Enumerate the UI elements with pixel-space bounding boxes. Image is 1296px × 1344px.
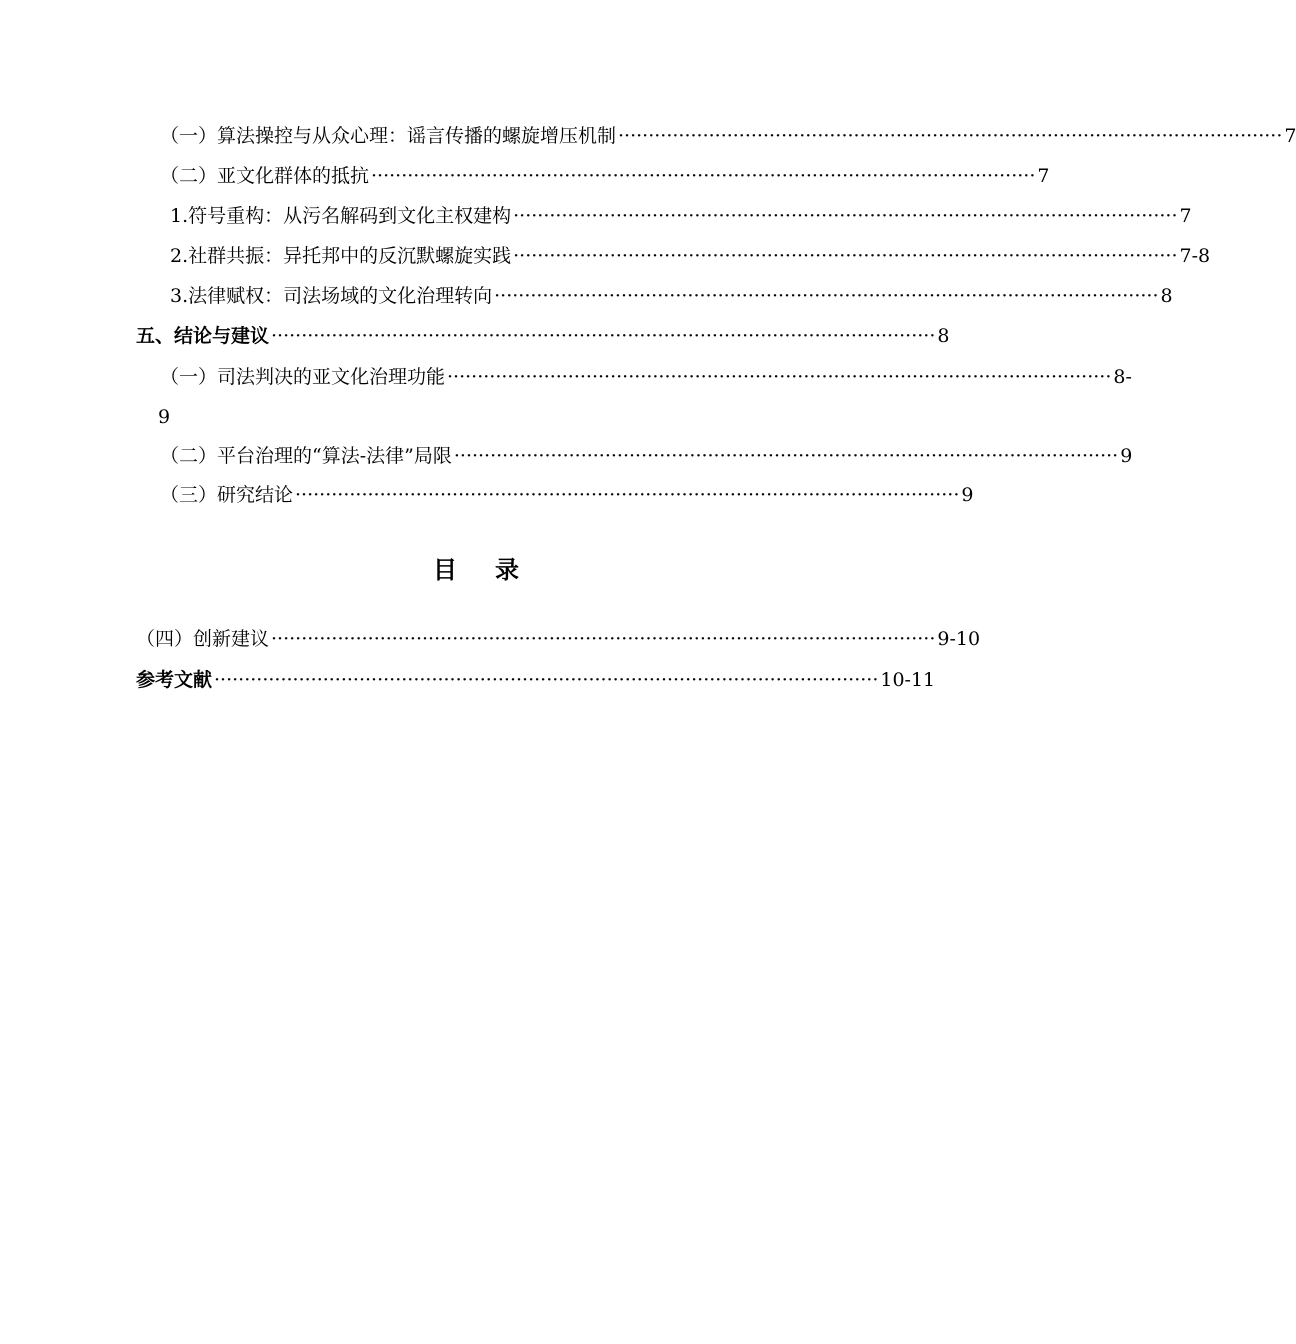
leader-dots: ··············································································································: [513, 205, 1178, 227]
toc-entry-label: （四）创新建议: [136, 628, 270, 650]
toc-entry[interactable]: [160, 483, 974, 507]
toc-entry-label: 2.社群共振：异托邦中的反沉默螺旋实践: [170, 245, 512, 267]
leader-dots: ··············································································································: [271, 325, 936, 347]
toc-entry[interactable]: [160, 124, 1296, 148]
toc-entry-page: 9-10: [937, 628, 981, 650]
toc-entry-label: 参考文献: [136, 669, 213, 691]
toc-entry[interactable]: [170, 284, 1173, 308]
toc-entry-page: 8-: [1113, 366, 1132, 388]
toc-entry-page: 8: [937, 325, 950, 347]
toc-entry[interactable]: [170, 244, 1211, 268]
toc-entry-page: 8: [1160, 285, 1173, 307]
leader-dots: ··············································································································: [295, 484, 960, 506]
toc-entry[interactable]: [136, 627, 981, 651]
toc-entry-page-continuation: 9: [158, 406, 171, 428]
toc-entry-chapter[interactable]: [136, 668, 936, 692]
toc-entry[interactable]: [170, 204, 1192, 228]
leader-dots: ··············································································································: [494, 285, 1159, 307]
leader-dots: ··············································································································: [453, 445, 1119, 467]
toc-entry-label: 五、结论与建议: [136, 325, 270, 347]
toc-entry-label: （二）平台治理的“算法-法律”局限: [160, 445, 452, 467]
toc-entry-label: 1.符号重构：从污名解码到文化主权建构: [170, 205, 512, 227]
leader-dots: ··············································································································: [271, 628, 936, 650]
toc-entry-page: 10-11: [880, 669, 936, 691]
toc-entry-label: （一）算法操控与从众心理：谣言传播的螺旋增压机制: [160, 125, 617, 147]
toc-entry-label: （一）司法判决的亚文化治理功能: [160, 366, 446, 388]
toc-entry-page: 7: [1284, 125, 1296, 147]
toc-entry-page: 7: [1179, 205, 1192, 227]
leader-dots: ··············································································································: [513, 245, 1178, 267]
toc-entry[interactable]: [160, 365, 1132, 389]
leader-dots: ··············································································································: [214, 669, 879, 691]
toc-entry[interactable]: [160, 164, 1050, 188]
toc-entry-page: 9: [1120, 445, 1133, 467]
toc-entry-label: 3.法律赋权：司法场域的文化治理转向: [170, 285, 493, 307]
toc-entry-page: 7: [1037, 165, 1050, 187]
page-title: 目录: [433, 556, 557, 584]
leader-dots: ··············································································································: [447, 366, 1112, 388]
toc-entry-page: 9: [961, 484, 974, 506]
toc-entry-chapter[interactable]: [136, 324, 950, 348]
toc-entry-page: 7-8: [1179, 245, 1211, 267]
toc-entry[interactable]: [160, 444, 1133, 468]
toc-entry-label: （三）研究结论: [160, 484, 294, 506]
leader-dots: ··············································································································: [618, 125, 1283, 147]
toc-entry-label: （二）亚文化群体的抵抗: [160, 165, 370, 187]
leader-dots: ··············································································································: [371, 165, 1036, 187]
